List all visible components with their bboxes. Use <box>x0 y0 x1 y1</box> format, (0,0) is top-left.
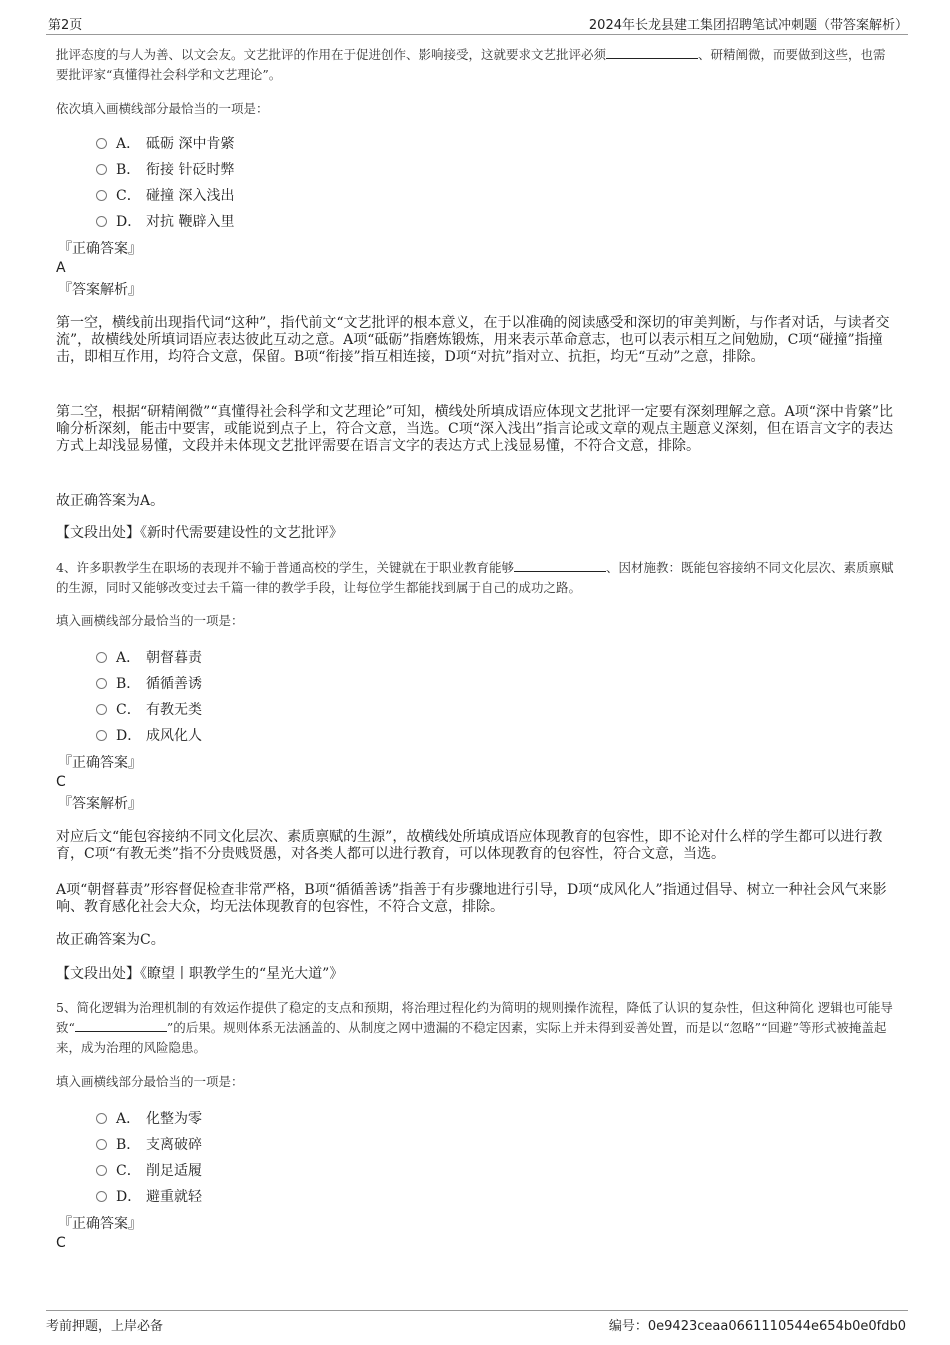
q4-analysis-paragraph: A项“朝督暮责”形容督促检查非常严格，B项“循循善诱”指善于有步骤地进行引导，D项“成风化人”指通过倡导、树立一种社会风气来影响、教育感化社会大众，均无法体现教育的包容性，不符合文意，排除。 <box>56 882 887 915</box>
q3-answer-label: 『正确答案』 <box>58 241 142 257</box>
option-text: 朝督暮责 <box>146 650 202 666</box>
q5-stem <box>56 998 896 1058</box>
q3-stem-part-a: 批评态度的与人为善、以文会友。文艺批评的作用在于促进创作、影响接受，这就要求文艺批评必须 <box>56 47 607 62</box>
page-number: 第2页 <box>48 18 83 33</box>
option-letter: A． <box>116 136 141 152</box>
q3-analysis-label: 『答案解析』 <box>58 282 142 298</box>
option-letter: B． <box>116 1137 141 1153</box>
q3-stem <box>56 45 896 85</box>
radio-icon[interactable] <box>96 1191 107 1202</box>
q5-answer-label: 『正确答案』 <box>58 1216 142 1232</box>
footer-slogan: 考前押题，上岸必备 <box>46 1319 164 1334</box>
q4-stem-part-b: 、因材施教：既能包容接纳不同文化层次、素质禀赋的生源，同时又能够改变过去千篇一律的教学手段，让每位学生都能找到属于自己的成功之路。 <box>56 560 894 595</box>
radio-icon[interactable] <box>96 1165 107 1176</box>
q4-option-d[interactable] <box>96 725 202 747</box>
q5-option-c[interactable] <box>96 1160 202 1182</box>
option-letter: C． <box>116 188 141 204</box>
q3-prompt: 依次填入画横线部分最恰当的一项是： <box>56 101 269 116</box>
q3-option-a[interactable] <box>96 133 234 155</box>
radio-icon[interactable] <box>96 1139 107 1150</box>
q4-source: 【文段出处】《瞭望丨职教学生的“星光大道”》 <box>56 966 344 982</box>
q3-option-b[interactable] <box>96 159 234 181</box>
document-title: 2024年长龙县建工集团招聘笔试冲刺题（带答案解析） <box>588 18 908 33</box>
option-text: 对抗 鞭辟入里 <box>146 214 235 230</box>
page-header <box>46 14 908 35</box>
q3-stem-part-b: 、研精阐微，而要做到这些，也需要批评家“真懂得社会科学和文艺理论”。 <box>56 47 886 82</box>
q3-source: 【文段出处】《新时代需要建设性的文艺批评》 <box>56 525 343 541</box>
radio-icon[interactable] <box>96 216 107 227</box>
q4-answer: C <box>56 774 66 790</box>
fill-blank <box>606 46 698 59</box>
option-text: 衔接 针砭时弊 <box>146 162 235 178</box>
option-letter: A． <box>116 1111 141 1127</box>
q5-option-d[interactable] <box>96 1186 202 1208</box>
option-text: 化整为零 <box>146 1111 202 1127</box>
q4-analysis-label: 『答案解析』 <box>58 796 142 812</box>
q3-analysis-paragraph: 第二空，根据“研精阐微”“真懂得社会科学和文艺理论”可知，横线处所填成语应体现文艺批评一定要有深刻理解之意。A项“深中肯綮”比喻分析深刻，能击中要害，或能说到点子上，符合文意，当选。C项“深入浅出”指言论或文章的观点主题意义深刻，但在语言文字的表达方式上却浅显易懂，文段并未体现文艺批评需要在语言文字的表达方式上浅显易懂，不符合文意，排除。 <box>56 404 894 454</box>
q4-stem-part-a: 4、许多职教学生在职场的表现并不输于普通高校的学生，关键就在于职业教育能够 <box>56 560 514 575</box>
q4-option-c[interactable] <box>96 699 202 721</box>
option-letter: A． <box>116 650 141 666</box>
q4-answer-label: 『正确答案』 <box>58 755 142 771</box>
option-letter: C． <box>116 702 141 718</box>
q4-prompt: 填入画横线部分最恰当的一项是： <box>56 613 244 628</box>
option-letter: B． <box>116 162 141 178</box>
option-letter: D． <box>116 1189 142 1205</box>
document-id: 编号：0e9423ceaa0661110544e654b0e0fdb0 <box>608 1319 906 1334</box>
q5-answer: C <box>56 1235 66 1251</box>
option-letter: D． <box>116 728 142 744</box>
q4-conclusion: 故正确答案为C。 <box>56 932 165 948</box>
q3-conclusion: 故正确答案为A。 <box>56 493 165 509</box>
q3-option-c[interactable] <box>96 185 234 207</box>
q3-answer: A <box>56 260 66 276</box>
q5-prompt: 填入画横线部分最恰当的一项是： <box>56 1074 244 1089</box>
radio-icon[interactable] <box>96 138 107 149</box>
option-text: 砥砺 深中肯綮 <box>146 136 235 152</box>
option-text: 支离破碎 <box>146 1137 202 1153</box>
option-letter: B． <box>116 676 141 692</box>
option-letter: C． <box>116 1163 141 1179</box>
option-text: 碰撞 深入浅出 <box>146 188 235 204</box>
q4-option-b[interactable] <box>96 673 202 695</box>
radio-icon[interactable] <box>96 730 107 741</box>
q5-option-b[interactable] <box>96 1134 202 1156</box>
radio-icon[interactable] <box>96 652 107 663</box>
radio-icon[interactable] <box>96 704 107 715</box>
radio-icon[interactable] <box>96 190 107 201</box>
q3-analysis-paragraph: 第一空，横线前出现指代词“这种”，指代前文“文艺批评的根本意义，在于以准确的阅读感受和深切的审美判断，与作者对话，与读者交流”，故横线处所填词语应表达彼此互动之意。A项“砥砺”指磨炼锻炼，用来表示革命意志，也可以表示相互之间勉励，C项“碰撞”指撞击，即相互作用，均符合文意，保留。B项“衔接”指互相连接，D项“对抗”指对立、抗拒，均无“互动”之意，排除。 <box>56 315 890 365</box>
option-text: 削足适履 <box>146 1163 202 1179</box>
option-text: 成风化人 <box>146 728 202 744</box>
option-text: 有教无类 <box>146 702 202 718</box>
radio-icon[interactable] <box>96 1113 107 1124</box>
fill-blank <box>75 1019 167 1032</box>
q3-option-d[interactable] <box>96 211 234 233</box>
q5-stem-part-b: ”的后果。规则体系无法涵盖的、从制度之网中遗漏的不稳定因素，实际上并未得到妥善处置，而是以“忽略”“回避”等形式被掩盖起来，成为治理的风险隐患。 <box>56 1020 887 1055</box>
fill-blank <box>514 559 606 572</box>
q4-stem <box>56 558 896 598</box>
option-text: 避重就轻 <box>146 1189 202 1205</box>
q5-option-a[interactable] <box>96 1108 202 1130</box>
q4-analysis-paragraph: 对应后文“能包容接纳不同文化层次、素质禀赋的生源”，故横线处所填成语应体现教育的包容性，即不论对什么样的学生都可以进行教育，C项“有教无类”指不分贵贱贤愚，对各类人都可以进行教育，可以体现教育的包容性，符合文意，当选。 <box>56 829 883 862</box>
page-footer <box>46 1310 908 1335</box>
q4-option-a[interactable] <box>96 647 202 669</box>
radio-icon[interactable] <box>96 164 107 175</box>
q5-stem-part-a: 5、简化逻辑为治理机制的有效运作提供了稳定的支点和预期，将治理过程化约为简明的规则操作流程，降低了认识的复杂性，但这种简化 逻辑也可能导致“ <box>56 1000 893 1035</box>
radio-icon[interactable] <box>96 678 107 689</box>
option-letter: D． <box>116 214 142 230</box>
option-text: 循循善诱 <box>146 676 202 692</box>
